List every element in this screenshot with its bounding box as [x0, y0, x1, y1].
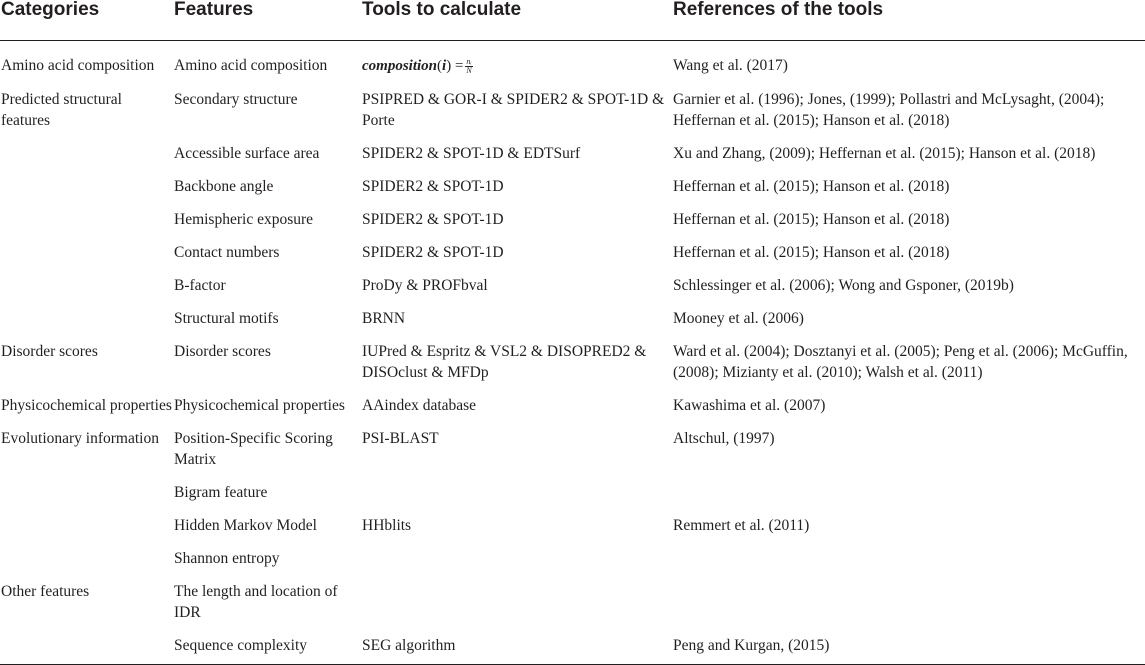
- cell-feature: Contact numbers: [174, 243, 280, 261]
- cell-tool: HHblits: [362, 516, 412, 534]
- table-row: [0, 197, 1145, 230]
- cell-category: [0, 536, 174, 569]
- cell-category: [0, 623, 174, 665]
- cell-references: Heffernan et al. (2015); Hanson et al. (2018): [673, 243, 950, 261]
- cell-references: [673, 470, 1145, 503]
- header-row: [0, 0, 1145, 40]
- cell-tool: PSIPRED & GOR-I & SPIDER2 & SPOT-1D & Porte: [362, 90, 665, 129]
- formula-func: composition: [362, 57, 438, 74]
- cell-feature: Secondary structure: [174, 90, 298, 108]
- cell-feature: Hemispheric exposure: [174, 210, 314, 228]
- table-row: [0, 623, 1145, 665]
- table-body: [0, 40, 1145, 664]
- cell-feature: Hidden Markov Model: [174, 516, 317, 534]
- cell-category: [0, 263, 174, 296]
- cell-tool: AAindex database: [362, 396, 477, 414]
- cell-tool: ProDy & PROFbval: [362, 276, 488, 294]
- table-header: [0, 0, 1145, 40]
- cell-references: Remmert et al. (2011): [673, 516, 810, 534]
- cell-feature: Position-Specific Scoring Matrix: [174, 429, 333, 468]
- cell-feature: B-factor: [174, 276, 226, 294]
- formula-eq: =: [454, 57, 464, 74]
- cell-references: Wang et al. (2017): [673, 56, 788, 74]
- cell-category: [0, 197, 174, 230]
- cell-tool: IUPred & Espritz & VSL2 & DISOPRED2 & DISOclust & MFDp: [362, 342, 647, 381]
- formula-fraction: [465, 58, 472, 75]
- table-row: [0, 263, 1145, 296]
- cell-references: Xu and Zhang, (2009); Heffernan et al. (2015); Hanson et al. (2018): [673, 144, 1096, 162]
- cell-feature: Accessible surface area: [174, 144, 320, 162]
- formula-numerator: nᵢ: [466, 56, 472, 66]
- cell-feature: Shannon entropy: [174, 549, 280, 567]
- cell-references: Mooney et al. (2006): [673, 309, 804, 327]
- cell-references: [673, 536, 1145, 569]
- composition-formula: composition(i) = $\frac{\text{nᵢ}}{N}$: [362, 56, 472, 75]
- cell-tool: [362, 40, 673, 77]
- cell-references: Schlessinger et al. (2006); Wong and Gsponer, (2019b): [673, 276, 1014, 294]
- cell-tool: [362, 470, 673, 503]
- cell-tool: PSI-BLAST: [362, 429, 439, 447]
- cell-tool: SPIDER2 & SPOT-1D: [362, 243, 504, 261]
- cell-feature: Structural motifs: [174, 309, 279, 327]
- cell-feature: Amino acid composition: [174, 56, 328, 74]
- cell-feature: Sequence complexity: [174, 623, 362, 665]
- cell-feature: Backbone angle: [174, 177, 274, 195]
- table-row: [0, 383, 1145, 416]
- table-row: [0, 470, 1145, 503]
- cell-tool: SPIDER2 & SPOT-1D: [362, 177, 504, 195]
- cell-category: [0, 230, 174, 263]
- cell-category: [0, 470, 174, 503]
- cell-references: [673, 569, 1145, 623]
- cell-category: Physicochemical properties: [1, 396, 172, 414]
- table-row: [0, 329, 1145, 383]
- table-row: [0, 416, 1145, 470]
- header-categories: Categories: [0, 0, 174, 40]
- table-row: [0, 164, 1145, 197]
- cell-category: [0, 296, 174, 329]
- cell-references: Heffernan et al. (2015); Hanson et al. (2018): [673, 210, 950, 228]
- cell-tool: SPIDER2 & SPOT-1D & EDTSurf: [362, 144, 581, 162]
- table-row: [0, 77, 1145, 131]
- cell-feature: Physicochemical properties: [174, 396, 345, 414]
- header-references: References of the tools: [673, 0, 1145, 40]
- cell-category: [0, 131, 174, 164]
- cell-category: Other features: [1, 582, 90, 600]
- cell-tool: SPIDER2 & SPOT-1D: [362, 210, 504, 228]
- cell-references: Kawashima et al. (2007): [673, 396, 826, 414]
- cell-category: Evolutionary information: [1, 429, 159, 447]
- table-row: [0, 503, 1145, 536]
- cell-category: Disorder scores: [1, 342, 98, 360]
- cell-references: Garnier et al. (1996); Jones, (1999); Pollastri and McLysaght, (2004); Heffernan et al. (2015); Hanson et al. (2018): [673, 90, 1105, 129]
- cell-category: Predicted structural features: [1, 90, 122, 129]
- cell-tool: SEG algorithm: [362, 623, 673, 665]
- cell-category: Amino acid composition: [1, 56, 155, 74]
- cell-tool: BRNN: [362, 309, 406, 327]
- cell-feature: Bigram feature: [174, 483, 268, 501]
- header-features: Features: [174, 0, 362, 40]
- cell-references: Heffernan et al. (2015); Hanson et al. (2018): [673, 177, 950, 195]
- cell-feature: Disorder scores: [174, 342, 271, 360]
- table-row: [0, 569, 1145, 623]
- table-row: [0, 536, 1145, 569]
- formula-arg: i: [442, 57, 447, 74]
- cell-tool: [362, 569, 673, 623]
- cell-references: Ward et al. (2004); Dosztanyi et al. (2005); Peng et al. (2006); McGuffin, (2008); Mizianty et al. (2010); Walsh et al. (2011): [673, 342, 1128, 381]
- cell-tool: [362, 536, 673, 569]
- table-row: [0, 230, 1145, 263]
- table-row: [0, 40, 1145, 77]
- cell-category: [0, 164, 174, 197]
- header-tools: Tools to calculate: [362, 0, 673, 40]
- table-row: [0, 131, 1145, 164]
- table-row: [0, 296, 1145, 329]
- cell-references: Altschul, (1997): [673, 429, 775, 447]
- formula-denominator: N: [466, 65, 472, 75]
- cell-category: [0, 503, 174, 536]
- cell-feature: The length and location of IDR: [174, 582, 338, 621]
- cell-references: Peng and Kurgan, (2015): [673, 623, 1145, 665]
